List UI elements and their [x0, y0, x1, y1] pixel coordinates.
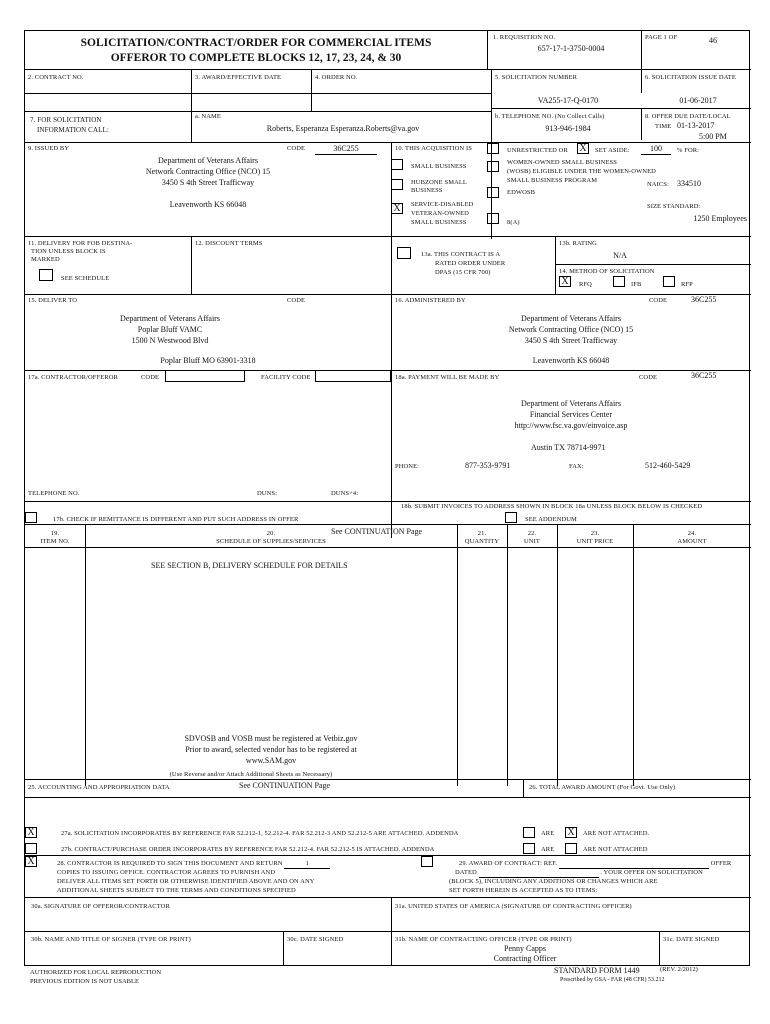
name-label: a. NAME [195, 113, 221, 120]
requisition-no: 657-17-1-3750-0004 [537, 44, 605, 53]
sdvosb-note-3: www.SAM.gov [245, 756, 297, 765]
order-no-label: 4. ORDER NO. [315, 74, 358, 81]
requisition-no-label: 1. REQUISITION NO. [493, 34, 556, 41]
payment-code-label: CODE [639, 374, 658, 381]
submit-invoices-label: 18b. SUBMIT INVOICES TO ADDRESS SHOWN IN BLOCK 18a UNLESS BLOCK BELOW IS CHECKED [401, 503, 703, 510]
edwosb-label: EDWOSB [507, 189, 536, 196]
addenda-are-not-checkbox-b[interactable] [565, 843, 577, 854]
issued-by-line4: Leavenworth KS 66048 [169, 200, 247, 209]
due-date: 01-13-2017 [677, 121, 715, 130]
eight-a-checkbox[interactable] [487, 213, 499, 224]
ifb-label: IFB [631, 281, 642, 288]
size-standard-value: 1250 Employees [693, 214, 747, 223]
payment-phone: 877-353-9791 [465, 461, 511, 470]
eight-a-label: 8(A) [507, 219, 520, 226]
payment-fax: 512-460-5429 [645, 461, 691, 470]
administered-by-line3: 3450 S 4th Street Trafficway [524, 336, 618, 345]
issued-by-code: 36C255 [315, 144, 377, 155]
payment-label: 18a. PAYMENT WILL BE MADE BY [395, 374, 500, 381]
col-item-no: ITEM NO. [40, 538, 70, 545]
col-amount-num: 24. [687, 530, 697, 537]
sdvosb-checkbox[interactable]: X [391, 203, 403, 214]
block29-line1-text: 29. AWARD OF CONTRACT: REF. [459, 860, 558, 867]
rated-order-checkbox[interactable] [397, 247, 411, 259]
block29-line1 [459, 860, 731, 869]
wosb-checkbox[interactable] [487, 161, 499, 172]
administered-by-line1: Department of Veterans Affairs [521, 314, 621, 323]
rfq-label: RFQ [579, 281, 592, 288]
issued-by-label: 9. ISSUED BY [28, 145, 70, 152]
unrestricted-label: UNRESTRICTED OR [507, 147, 568, 154]
addenda-are-label: ARE [541, 830, 555, 837]
block29-offer: OFFER [710, 860, 732, 867]
telephone-no: 913-946-1984 [545, 124, 591, 133]
administered-by-line2: Network Contracting Office (NCO) 15 [508, 325, 634, 334]
block29-date-blank[interactable] [479, 869, 599, 878]
contract-no-label: 2. CONTRACT NO. [28, 74, 84, 81]
block27a-text: 27a. SOLICITATION INCORPORATES BY REFERENCE FAR 52.212-1, 52.212-4. FAR 52.212-3 AND 52.212-5 ARE ATTACHED. ADDENDA [61, 830, 459, 837]
form-number: STANDARD FORM 1449 [554, 966, 640, 975]
officer-date-label: 31c. DATE SIGNED [663, 936, 720, 943]
fob-label-3: MARKED [31, 256, 60, 263]
addenda-are-not-label: ARE NOT ATTACHED. [583, 830, 650, 837]
see-schedule-checkbox[interactable] [39, 269, 53, 281]
rfp-checkbox[interactable] [663, 276, 675, 287]
block28-line2: COPIES TO ISSUING OFFICE. CONTRACTOR AGREES TO FURNISH AND [57, 869, 276, 876]
telephone-no-label: TELEPHONE NO. [28, 490, 80, 497]
deliver-to-line1: Department of Veterans Affairs [120, 314, 220, 323]
facility-code-field[interactable] [315, 370, 391, 382]
administered-by-code-label: CODE [649, 297, 668, 304]
payment-line4: Austin TX 78714-9971 [531, 443, 606, 452]
block29-line2 [455, 869, 703, 878]
payment-line1: Department of Veterans Affairs [521, 399, 621, 408]
issued-by-line2: Network Contracting Office (NCO) 15 [145, 167, 271, 176]
size-standard-label: SIZE STANDARD: [647, 203, 701, 210]
block28-line1-text: 28. CONTRACTOR IS REQUIRED TO SIGN THIS DOCUMENT AND RETURN [57, 860, 283, 867]
addenda-are-checkbox[interactable] [523, 827, 535, 838]
deliver-to-line2: Poplar Bluff VAMC [137, 325, 203, 334]
payment-code: 36C255 [691, 371, 717, 380]
block29-line4: SET FORTH HEREIN IS ACCEPTED AS TO ITEMS: [449, 887, 598, 894]
unrestricted-checkbox[interactable] [487, 143, 499, 154]
award-date-label: 3. AWARD/EFFECTIVE DATE [195, 74, 282, 81]
hubzone-checkbox[interactable] [391, 179, 403, 190]
addenda-are-not-label-b: ARE NOT ATTACHED [583, 846, 648, 853]
block27b-checkbox[interactable] [25, 843, 37, 854]
wosb-label-3: SMALL BUSINESS PROGRAM [507, 177, 598, 184]
issued-by-code-label: CODE [287, 145, 306, 152]
form-revision: (REV. 2/2012) [660, 966, 698, 973]
set-aside-checkbox[interactable]: X [577, 143, 589, 154]
officer-title: Contracting Officer [493, 954, 557, 963]
col-schedule: SCHEDULE OF SUPPLIES/SERVICES [216, 538, 326, 545]
contractor-code-field[interactable] [165, 370, 245, 382]
set-aside-percent: 100 [641, 144, 671, 155]
issue-date: 01-06-2017 [679, 96, 717, 105]
block28-line3: DELIVER ALL ITEMS SET FORTH OR OTHERWISE IDENTIFIED ABOVE AND ON ANY [57, 878, 315, 885]
form-title-line2: OFFEROR TO COMPLETE BLOCKS 12, 17, 23, 24, & 30 [110, 52, 402, 64]
contractor-label: 17a. CONTRACTOR/OFFEROR [28, 374, 118, 381]
deliver-to-code-label: CODE [287, 297, 306, 304]
block29-checkbox[interactable] [421, 856, 433, 867]
fob-label-2: TION UNLESS BLOCK IS [31, 248, 106, 255]
officer-name-label: 31b. NAME OF CONTRACTING OFFICER (TYPE OR PRINT) [395, 936, 572, 943]
time-label: TIME [655, 123, 672, 130]
method-label: 14. METHOD OF SOLICITATION [559, 268, 655, 275]
naics-label: NAICS: [647, 181, 669, 188]
rfq-checkbox[interactable]: X [559, 276, 571, 287]
rfp-label: RFP [681, 281, 693, 288]
prescribed-by: Prescribed by GSA - FAR (48 CFR) 53.212 [560, 977, 665, 983]
issued-by-line3: 3450 S 4th Street Trafficway [161, 178, 255, 187]
see-addendum-label: SEE ADDENDUM [525, 516, 577, 523]
reverse-note: (Use Reverse and/or Attach Additional Sheets as Necessary) [169, 771, 333, 778]
deliver-to-line4: Poplar Bluff MO 63901-3318 [160, 356, 256, 365]
col-quantity: QUANTITY [464, 538, 500, 545]
footer-left-1: AUTHORIZED FOR LOCAL REPRODUCTION [30, 969, 162, 976]
signature-officer-label: 31a. UNITED STATES OF AMERICA (SIGNATURE OF CONTRACTING OFFICER) [395, 903, 632, 910]
due-time: 5:00 PM [699, 132, 727, 141]
block29-line2b: . YOUR OFFER ON SOLICITATION [600, 869, 703, 876]
wosb-label-1: WOMEN-OWNED SMALL BUSINESS [507, 159, 617, 166]
section-b-note: SEE SECTION B, DELIVERY SCHEDULE FOR DETAILS [151, 561, 348, 570]
block29-ref-blank[interactable] [559, 860, 709, 869]
form-title [25, 36, 487, 66]
sdvosb-note-2: Prior to award, selected vendor has to be registered at [185, 745, 357, 754]
col-amount: AMOUNT [677, 538, 707, 545]
issued-by-line1: Department of Veterans Affairs [158, 156, 258, 165]
block28-checkbox[interactable]: X [25, 856, 37, 867]
small-business-label: SMALL BUSINESS [411, 163, 467, 170]
accounting-value: See CONTINUATION Page [239, 781, 331, 790]
signer-date-label: 30c. DATE SIGNED [287, 936, 344, 943]
form-title-line1: SOLICITATION/CONTRACT/ORDER FOR COMMERCIAL ITEMS [80, 37, 432, 49]
duns4-label: DUNS+4: [331, 490, 359, 497]
administered-by-code: 36C255 [691, 295, 717, 304]
officer-name: Penny Capps [504, 944, 546, 953]
remittance-checkbox[interactable] [25, 512, 37, 523]
set-aside-label: SET ASIDE: [595, 147, 630, 154]
see-schedule-label: SEE SCHEDULE [61, 275, 110, 282]
see-addendum-checkbox[interactable] [505, 512, 517, 523]
percent-for-label: % FOR: [677, 147, 700, 154]
col-unit-num: 22. [527, 530, 537, 537]
edwosb-checkbox[interactable] [487, 187, 499, 198]
facility-code-label: FACILITY CODE [261, 374, 311, 381]
block29-dated: DATED [455, 869, 477, 876]
naics-value: 334510 [677, 179, 701, 188]
accounting-label: 25. ACCOUNTING AND APPROPRIATION DATA [28, 784, 170, 791]
footer-left-2: PREVIOUS EDITION IS NOT USABLE [30, 978, 139, 985]
ifb-checkbox[interactable] [613, 276, 625, 287]
sdvosb-note-1: SDVOSB and VOSB must be registered at Vetbiz.gov [184, 734, 358, 743]
small-business-checkbox[interactable] [391, 159, 403, 170]
page-label: PAGE 1 OF [645, 34, 678, 41]
col-unit-price: UNIT PRICE [576, 538, 614, 545]
info-call-label-2: INFORMATION CALL: [37, 126, 109, 134]
rated-label-3: DPAS (15 CFR 700) [435, 269, 491, 276]
col-unit: UNIT [524, 538, 540, 545]
col-quantity-num: 21. [477, 530, 487, 537]
block28-line1 [57, 860, 330, 869]
deliver-to-line3: 1500 N Westwood Blvd [131, 336, 209, 345]
sdvosb-label-1: SERVICE-DISABLED [411, 201, 474, 208]
addenda-are-label-b: ARE [541, 846, 555, 853]
schedule-continuation: See CONTINUATION Page [331, 527, 423, 536]
contractor-code-label: CODE [141, 374, 160, 381]
administered-by-label: 16. ADMINISTERED BY [395, 297, 466, 304]
solicitation-no-label: 5. SOLICITATION NUMBER [495, 74, 578, 81]
col-unit-price-num: 23. [590, 530, 600, 537]
remittance-label: 17b. CHECK IF REMITTANCE IS DIFFERENT AND PUT SUCH ADDRESS IN OFFER [53, 516, 299, 523]
addenda-are-checkbox-b[interactable] [523, 843, 535, 854]
sf1449-form [24, 30, 750, 932]
duns-label: DUNS: [257, 490, 278, 497]
info-call-label-1: 7. FOR SOLICITATION [30, 116, 102, 124]
payment-line2: Financial Services Center [529, 410, 613, 419]
rated-label-2: RATED ORDER UNDER [435, 260, 506, 267]
administered-by-line4: Leavenworth KS 66048 [532, 356, 610, 365]
signature-offeror-label: 30a. SIGNATURE OF OFFEROR/CONTRACTOR [31, 903, 170, 910]
total-award-label: 26. TOTAL AWARD AMOUNT (For Govt. Use Only) [529, 784, 676, 791]
deliver-to-label: 15. DELIVER TO [28, 297, 78, 304]
contact-name: Roberts, Esperanza Esperanza.Roberts@va.gov [266, 124, 420, 133]
rating-label: 13b. RATING [559, 240, 597, 247]
rating-value: N/A [613, 251, 627, 260]
block28-line4: ADDITIONAL SHEETS SUBJECT TO THE TERMS AND CONDITIONS SPECIFIED [57, 887, 296, 894]
acquisition-label: 10. THIS ACQUISITION IS [395, 145, 472, 152]
addenda-are-not-checkbox[interactable]: X [565, 827, 577, 838]
solicitation-no: VA255-17-Q-0170 [537, 96, 599, 105]
block27b-text: 27b. CONTRACT/PURCHASE ORDER INCORPORATES BY REFERENCE FAR 52.212-4. FAR 52.212-5 IS ATTACHED. ADDENDA [61, 846, 435, 853]
page-total: 46 [709, 36, 717, 45]
due-date-label: 8. OFFER DUE DATE/LOCAL [645, 113, 731, 120]
col-schedule-num: 20. [266, 530, 276, 537]
block28-copies: 1 [284, 860, 330, 869]
hubzone-label-2: BUSINESS [411, 187, 443, 194]
wosb-label-2: (WOSB) ELIGIBLE UNDER THE WOMEN-OWNED [507, 168, 656, 175]
payment-phone-label: PHONE: [395, 463, 420, 470]
discount-terms-label: 12. DISCOUNT TERMS [195, 240, 263, 247]
fob-label-1: 11. DELIVERY FOR FOB DESTINA- [28, 240, 133, 247]
hubzone-label-1: HUBZONE SMALL [411, 179, 468, 186]
rated-label-1: 13a. THIS CONTRACT IS A [421, 251, 501, 258]
block27a-checkbox[interactable]: X [25, 827, 37, 838]
signature-name-row [24, 932, 750, 966]
issue-date-label: 6. SOLICITATION ISSUE DATE [645, 74, 736, 81]
signer-name-label: 30b. NAME AND TITLE OF SIGNER (TYPE OR PRINT) [31, 936, 191, 943]
block29-line3: (BLOCK 5), INCLUDING ANY ADDITIONS OR CHANGES WHICH ARE [449, 878, 658, 885]
sdvosb-label-2: VETERAN-OWNED [411, 210, 469, 217]
payment-url[interactable]: http://www.fsc.va.gov/einvoice.asp [514, 421, 628, 430]
payment-fax-label: FAX: [569, 463, 584, 470]
sdvosb-label-3: SMALL BUSINESS [411, 219, 467, 226]
telephone-label: b. TELEPHONE NO. (No Collect Calls) [495, 113, 605, 120]
col-item-no-num: 19. [50, 530, 60, 537]
